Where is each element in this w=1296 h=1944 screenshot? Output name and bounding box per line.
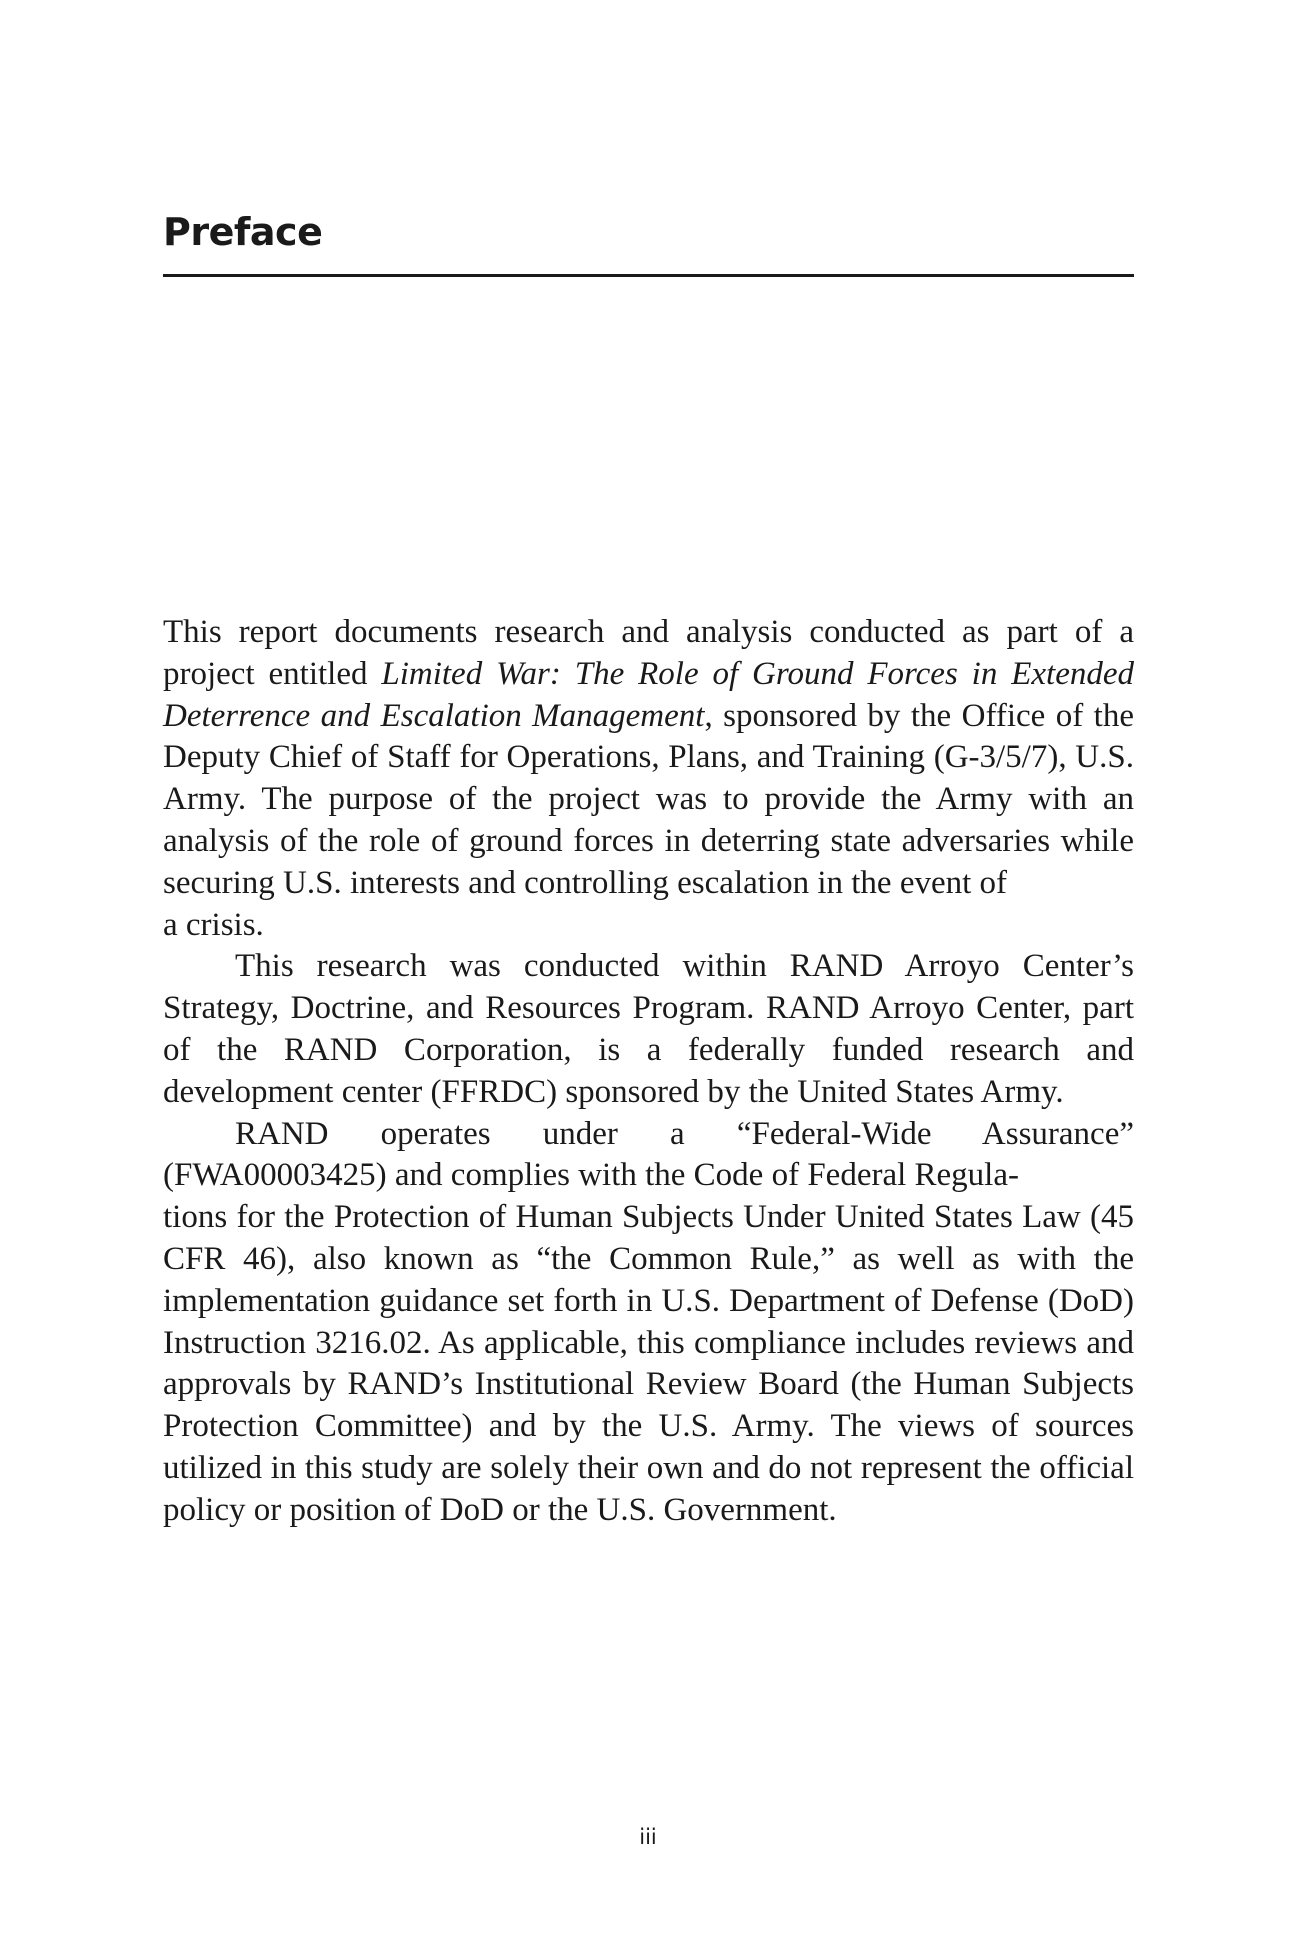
paragraph-1-last-line: a crisis. xyxy=(163,906,264,943)
body-text xyxy=(163,612,1134,1532)
paragraph-3-second-part: tions for the Protection of Human Subjects Under United States Law (45 CFR 46), also known as “the Common Rule,” as well as with the implementation guidance set forth in U.S. Department of Defense (DoD) Instruction 3216.02. As applicable, this compliance includes reviews and approvals by RAND’s Institutional Review Board (the Human Subjects Protection Committee) and by the U.S. Army. The views of sources utilized in this study are solely their own and do not represent the official policy or position of DoD or the U.S. Government. xyxy=(163,1199,1134,1528)
paragraph-3-first-part: RAND operates under a “Federal-Wide Assurance” (FWA00003425) and complies with the Code of Federal Regula- xyxy=(163,1115,1134,1194)
page-number: iii xyxy=(639,1825,657,1849)
paragraph-1 xyxy=(163,612,1134,946)
paragraph-1-remainder: , sponsored by the Office of the Deputy Chief of Staff for Operations, Plans, and Training (G-3/5/7), U.S. Army. The purpose of the project was to provide the Army with an analysis of the role of ground forces in deterring state adversaries while securing U.S. interests and controlling escalation in the event of xyxy=(163,697,1134,901)
paragraph-2: This research was conducted within RAND Arroyo Center’s Strategy, Doctrine, and Resources Program. RAND Arroyo Center, part of the RAND Corporation, is a federally funded research and development center (FFRDC) sponsored by the United States Army. xyxy=(163,948,1134,1110)
heading-rule xyxy=(163,274,1134,277)
project-title: Limited War: The Role of Ground Forces in Extended Deterrence and Escalation Management xyxy=(163,655,1134,734)
paragraph-3 xyxy=(163,1114,1134,1532)
paragraph-1-intro: This report documents research and analysis conducted as part of a project entitled xyxy=(163,614,1134,692)
page-title: Preface xyxy=(163,210,323,254)
